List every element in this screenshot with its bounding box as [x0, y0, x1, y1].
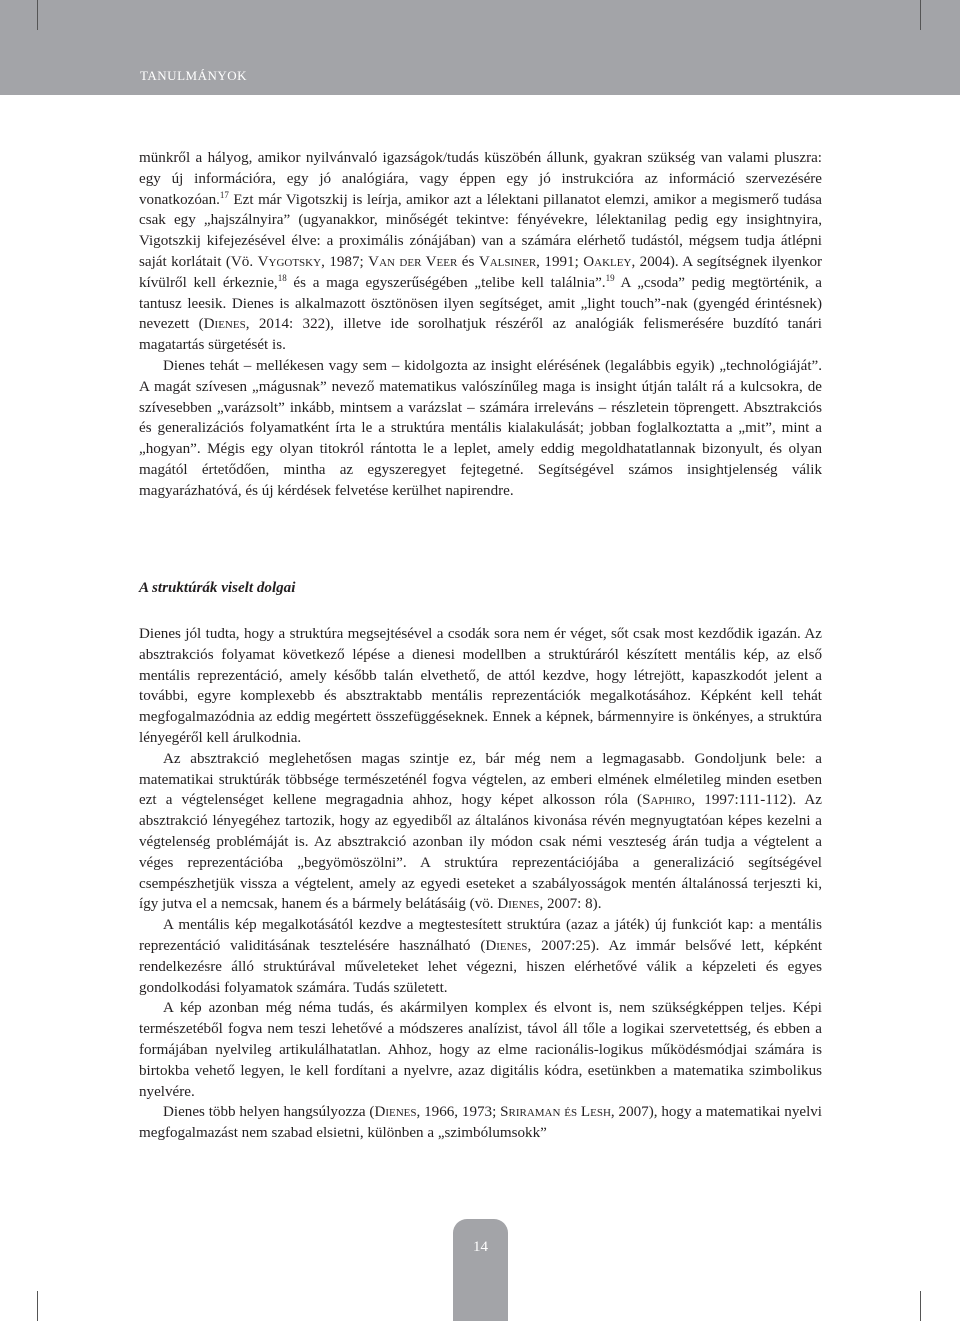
paragraph-5 [139, 915, 822, 998]
citation-author: Saphiro [642, 792, 692, 809]
citation-author: Dienes [374, 1104, 417, 1121]
footnote-ref-17: 17 [219, 189, 229, 200]
text-run: , 1987; [321, 253, 369, 270]
text-run: Az absztrakció meglehetősen magas szintje ez, bár még nem a legmagasabb. Gondoljunk bele: a matematikai struktúrák többsége természeténél fogva végtelen, az emberi elmének elméletileg minden esetben ezt a végtelenséget kellene megragadnia ahhoz, hogy képet alkosson róla ( [139, 750, 822, 809]
text-run: , 2007:25). Az immár belsővé lett, képként rendelkezésre álló struktúrával műveleteket lehet végezni, hiszen elérhetővé válik a képzeleti és egyes gondolkodási folyamatok számára. Tudás született. [139, 937, 823, 996]
page-number-tab [453, 1219, 508, 1321]
paragraph-2: Dienes tehát – mellékesen vagy sem – kidolgozta az insight elérésének (legalábbis egyik) „technológiáját”. A magát szívesen „mágusnak” nevező matematikus valószínűleg maga is insight útján talált rá a kulcsokra, de szívesebben „varázsolt” inkább, mintsem a varázslat – számára irreleváns – részletein töprengett. Absztrakciós és generalizációs folyamatként írta le a struktúra mentális kialakulását; jobban foglalkoztatta a „mit”, mint a „hogyan”. Mégis egy olyan titokról rántotta le a leplet, amely eddig megoldhatatlannak bizonyult, és olyan magától értetődően, mintha az egyszeregyet fejtegetné. Segítségével számos insightjelenség válik magyarázhatóvá, és új kérdések felvetése kerülhet napirendre. [139, 357, 822, 499]
text-run: , 1997:111-112). Az absztrakció lényegéhez tartozik, hogy az egyediből az általános kivonása révén megnyugtatóan képes kezelni a végtelenség problémáját is. Az absztrakció azonban ily módon csak némi veszteség árán tudja a végtelent a véges reprezentációba „begyömöszölni”. A struktúra reprezentációjába a generalizáció segítségével csempészhetjük vissza a végtelent, amely az egyedi eseteket a szabályosságok mentén általánossá terjeszti ki, így jutva el a nemcsak, hanem és a bármely belátásáig (vö. [139, 792, 822, 913]
paragraph-4 [139, 749, 822, 915]
citation-author: Oakley [583, 253, 632, 270]
text-run: , 1991; [536, 253, 584, 270]
text-run: és a maga egyszerűségében „telibe kell találnia”. [286, 274, 606, 291]
citation-author: Sriraman és Lesh [500, 1104, 611, 1121]
text-run: münkről a hályog, amikor nyilvánvaló igazságok/tudás küszöbén állunk, gyakran szükség van valami pluszra: egy új információra, egy jó analógiára, vagy éppen egy jó instrukcióra az információ szervezésére vonatkozóan. [139, 150, 822, 208]
paragraph-6: A kép azonban még néma tudás, és akármilyen komplex és elvont is, nem szükségképpen teljes. Képi természetéből fogva nem teszi lehetővé a módszeres analízist, távol áll tőle a logikai szervetettség, és ebben a formájában nyelvileg artikulálhatatlan. Ahhoz, hogy az elme racionális-logikus működésmódjai számára is birtokba vehető legyen, le kell fordítani a nyelvre, azaz digitális kódra, esetünkben a matematika szimbolikus nyelvére. [139, 1000, 822, 1100]
citation-author: Van der Veer [368, 253, 458, 270]
body-text-section-2 [139, 624, 822, 1144]
footnote-ref-19: 19 [605, 272, 615, 283]
text-run: , 2007), hogy a matematikai nyelvi megfogalmazást nem szabad elsietni, különben a „szimbólumsokk” [139, 1104, 822, 1142]
footnote-ref-18: 18 [277, 272, 287, 283]
crop-mark-top-right [920, 0, 921, 30]
citation-author: Vygotsky [257, 253, 322, 270]
crop-mark-bottom-right [920, 1291, 921, 1321]
text-run: A „csoda” pedig megtörténik, a tantusz leesik. Dienes is alkalmazott ösztönösen ilyen segítséget, amit „light touch”-nak (gyengéd érintésnek) nevezett ( [139, 274, 823, 333]
paragraph-3: Dienes jól tudta, hogy a struktúra megsejtésével a csodák sora nem ér véget, sőt csak most kezdődik igazán. Az absztrakciós folyamat következő lépése a dienesi modellben a struktúráról készített mentális kép, az első mentális reprezentáció, amely később talán elvethető, de attól kezdve, hogy létrejött, kapaszkodót jelent a további, egyre komplexebb és absztraktabb mentális reprezentációk megalkotásához. Képként kell tehát megfogalmazódnia az eddig megértett összefüggéseknek. Ennek a képnek, bármennyire is önkényes, a struktúra lényegéről kell árulkodnia. [139, 626, 822, 746]
text-run: , 1966, 1973; [416, 1104, 501, 1121]
citation-author: Dienes [203, 316, 246, 333]
text-run: , 2014: 322), illetve ide sorolhatjuk részéről az analógiák felismerésére buzdító tanári magatartás sürgetését is. [139, 316, 822, 354]
crop-mark-bottom-left [37, 1291, 38, 1321]
text-run: Dienes több helyen hangsúlyozza ( [163, 1104, 375, 1121]
paragraph-7 [139, 1102, 822, 1144]
citation-author: Dienes [485, 937, 528, 954]
text-run: és [457, 253, 479, 270]
body-text-section-1 [139, 148, 822, 502]
page-number: 14 [473, 1239, 488, 1255]
text-run: Ezt már Vigotszkij is leírja, amikor azt a lélektani pillanatot elemzi, amikor a megismerő tudása csak egy „hajszálnyira” (ugyanakkor, minőségét tekintve: fényévekre, lélektanilag pedig egy insightnyira, Vigotszkij kifejezésével élve: a proximális zónájában) van a számára elérhető tudástól, mégsem tudja átlépni saját korlátait (Vö. [139, 191, 822, 270]
citation-author: Dienes [497, 896, 540, 913]
section-label: TANULMÁNYOK [140, 68, 248, 83]
citation-author: Valsiner [478, 253, 537, 270]
section-heading: A struktúrák viselt dolgai [139, 580, 296, 596]
text-run: , 2004). A segítségnek ilyenkor kívülről kell érkeznie, [139, 253, 823, 291]
crop-mark-top-left [37, 0, 38, 30]
text-run: A mentális kép megalkotásától kezdve a megtestesített struktúra (azaz a játék) új funkciót kap: a mentális reprezentáció validitásának tesztelésére használható ( [139, 917, 822, 954]
paragraph-1 [139, 148, 822, 356]
text-run: , 2007: 8). [539, 896, 602, 913]
